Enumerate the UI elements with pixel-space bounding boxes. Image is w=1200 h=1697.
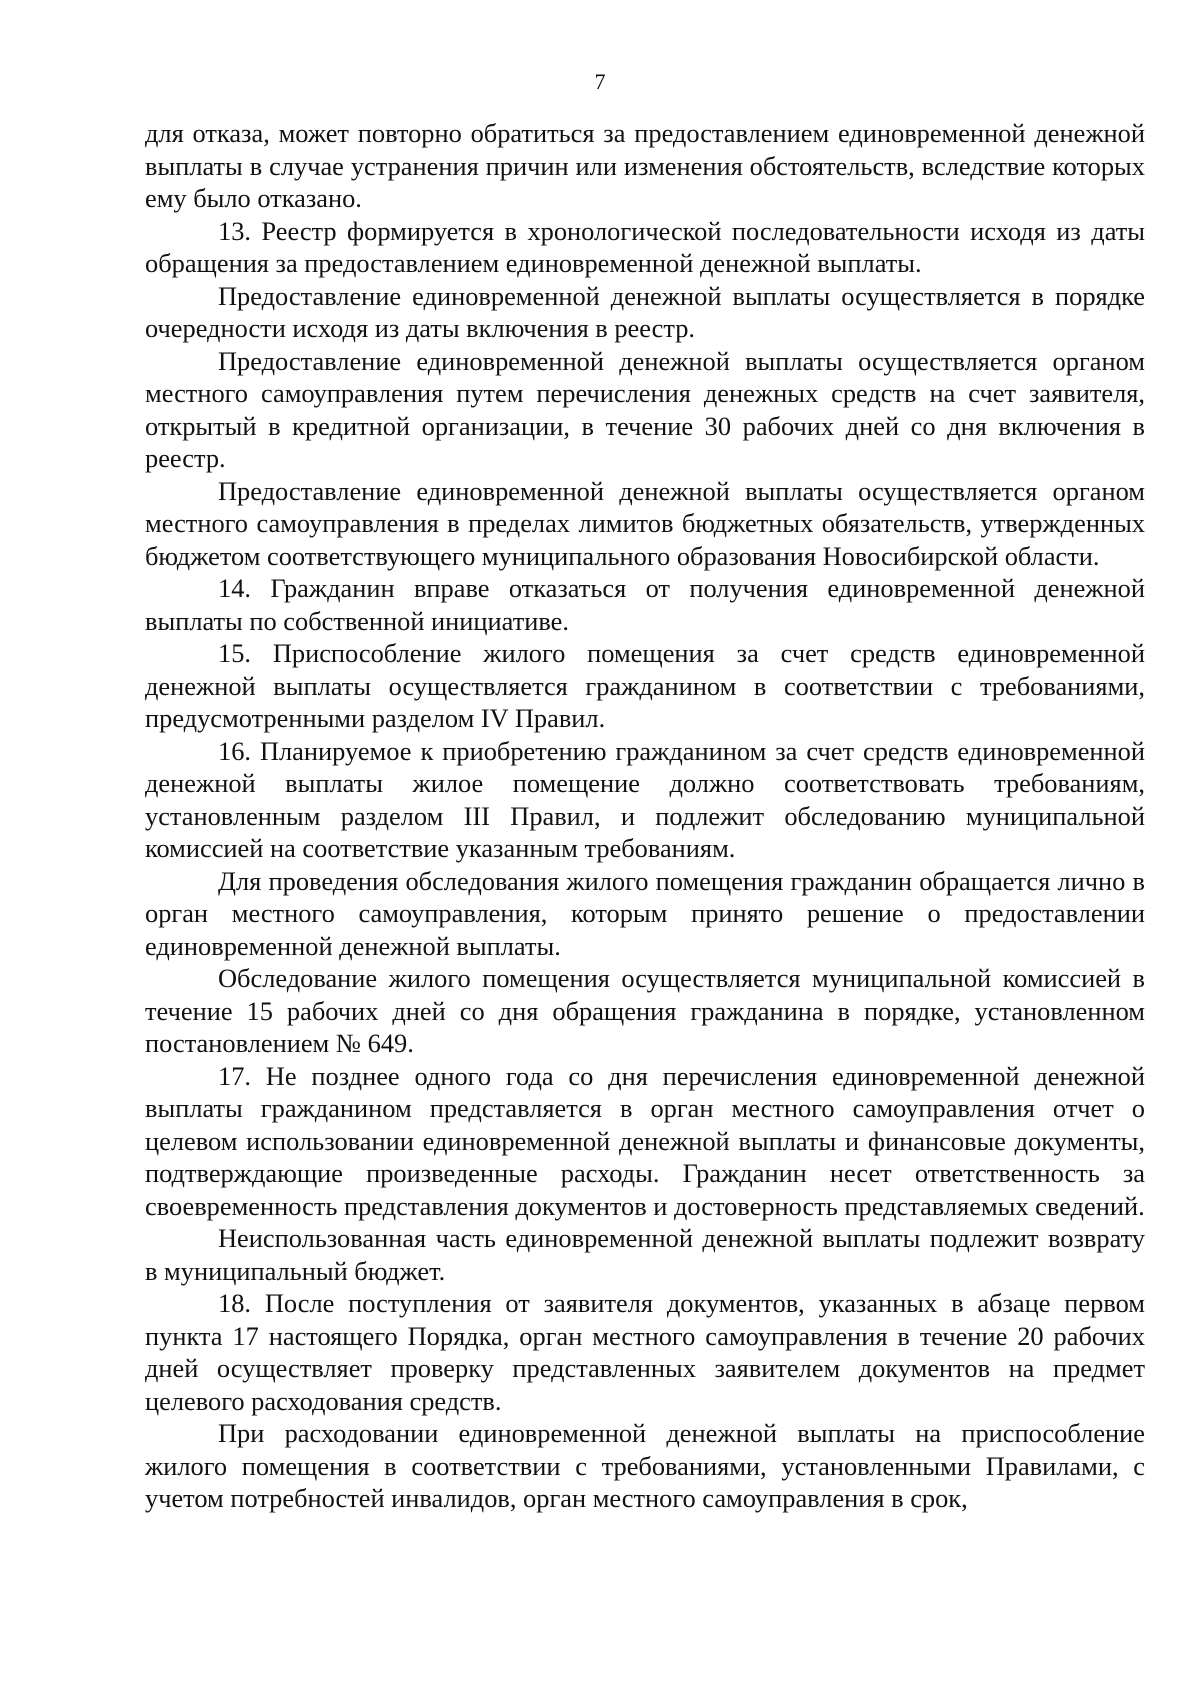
paragraph-item-13: 13. Реестр формируется в хронологической последовательности исходя из даты обращения за предоставлением единовременной денежной выплаты. — [145, 215, 1145, 278]
paragraph: Обследование жилого помещения осуществляется муниципальной комиссией в течение 15 рабочих дней со дня обращения гражданина в порядке, установленном постановлением № 649. — [145, 963, 1145, 1058]
page-number: 7 — [594, 69, 606, 94]
paragraph: При расходовании единовременной денежной выплаты на приспособление жилого помещения в соответствии с требованиями, установленными Правилами, с учетом потребностей инвалидов, орган местного самоуправления в срок, — [145, 1418, 1145, 1513]
paragraph: Для проведения обследования жилого помещения гражданин обращается лично в орган местного самоуправления, которым принято решение о предоставлении единовременной денежной выплаты. — [145, 865, 1145, 961]
paragraph: Предоставление единовременной денежной выплаты осуществляется в порядке очередности исходя из даты включения в реестр. — [145, 280, 1145, 343]
paragraph-continuation: для отказа, может повторно обратиться за предоставлением единовременной денежной выплаты в случае устранения причин или изменения обстоятельств, вследствие которых ему было отказано. — [145, 118, 1145, 213]
paragraph: Предоставление единовременной денежной выплаты осуществляется органом местного самоуправления путем перечисления денежных средств на счет заявителя, открытый в кредитной организации, в течение 30 рабочих дней со дня включения в реестр. — [145, 345, 1145, 473]
paragraph-item-15: 15. Приспособление жилого помещения за счет средств единовременной денежной выплаты осуществляется гражданином в соответствии с требованиями, предусмотренными разделом IV Правил. — [145, 638, 1145, 733]
paragraph: Неиспользованная часть единовременной денежной выплаты подлежит возврату в муниципальный бюджет. — [145, 1223, 1145, 1286]
paragraph-item-18: 18. После поступления от заявителя документов, указанных в абзаце первом пункта 17 настоящего Порядка, орган местного самоуправления в течение 20 рабочих дней осуществляет проверку представленных заявителем документов на предмет целевого расходования средств. — [145, 1288, 1145, 1416]
document-body — [145, 117, 1145, 1515]
paragraph: Предоставление единовременной денежной выплаты осуществляется органом местного самоуправления в пределах лимитов бюджетных обязательств, утвержденных бюджетом соответствующего муниципального образования Новосибирской области. — [145, 475, 1145, 571]
paragraph-item-17: 17. Не позднее одного года со дня перечисления единовременной денежной выплаты гражданином представляется в орган местного самоуправления отчет о целевом использовании единовременной денежной выплаты и финансовые документы, подтверждающие произведенные расходы. Гражданин несет ответственность за своевременность представления документов и достоверность представляемых сведений. — [145, 1060, 1145, 1221]
paragraph-item-14: 14. Гражданин вправе отказаться от получения единовременной денежной выплаты по собственной инициативе. — [145, 573, 1145, 636]
paragraph-item-16: 16. Планируемое к приобретению гражданином за счет средств единовременной денежной выплаты жилое помещение должно соответствовать требованиям, установленным разделом III Правил, и подлежит обследованию муниципальной комиссией на соответствие указанным требованиям. — [145, 735, 1145, 863]
